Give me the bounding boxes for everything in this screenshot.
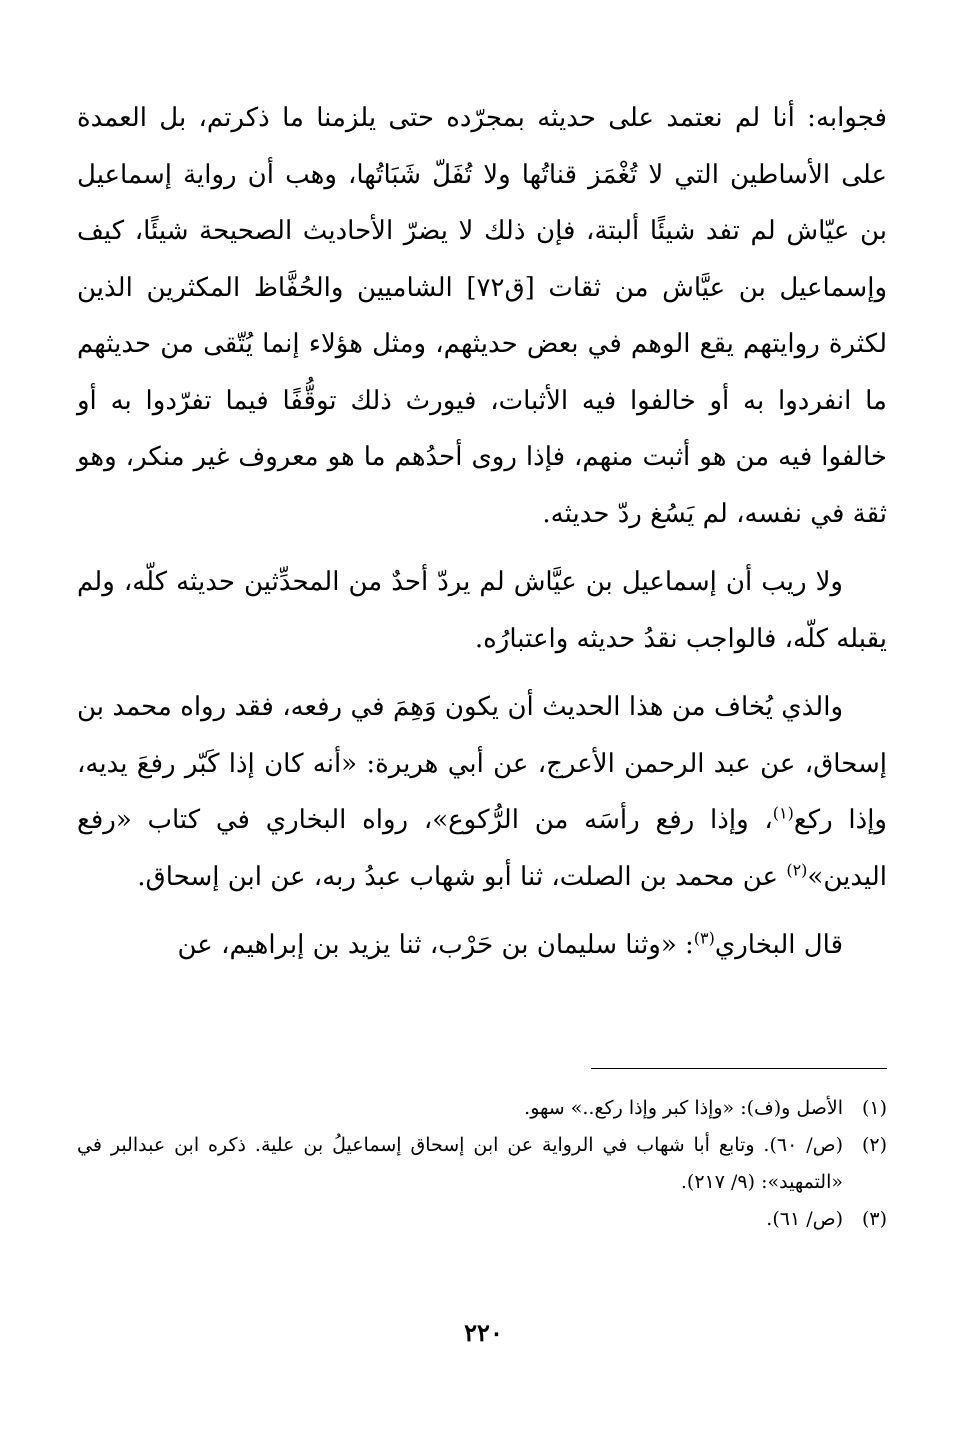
- footnote-ref-2: (٢): [786, 859, 808, 879]
- paragraph-3-text-a: والذي يُخاف من هذا الحديث أن يكون وَهِمَ في رفعه، فقد رواه محمد بن إسحاق، عن عبد الرحمن الأعرج، عن أبي هريرة: «أنه كان إذا كَبّر رفعَ يديه، وإذا ركع: [77, 692, 887, 835]
- footnote-number: (٣): [861, 1208, 887, 1230]
- paragraph-4: [77, 917, 887, 974]
- footnote-text: (ص/ ٦٠). وتابع أبا شهاب في الرواية عن ابن إسحاق إسماعيلُ بن علية. ذكره ابن عبدالبر في «التمهيد»: (٩/ ٢١٧).: [77, 1134, 844, 1193]
- paragraph-3: [77, 679, 887, 905]
- footnote-3: [77, 1201, 887, 1238]
- footnote-text: (ص/ ٦١).: [766, 1208, 843, 1230]
- paragraph-3-text-c: عن محمد بن الصلت، ثنا أبو شهاب عبدُ ربه، عن ابن إسحاق.: [137, 861, 787, 892]
- paragraph-3-text-b: ، وإذا رفع رأسَه من الرُّكوع»، رواه البخاري في كتاب «رفع اليدين»: [77, 805, 887, 892]
- footnote-text: الأصل و(ف): «وإذا كبر وإذا ركع..» سهو.: [524, 1097, 843, 1119]
- footnote-2: [77, 1127, 887, 1201]
- footnote-1: [77, 1090, 887, 1127]
- main-text: [77, 90, 887, 986]
- paragraph-1: فجوابه: أنا لم نعتمد على حديثه بمجرّده حتى يلزمنا ما ذكرتم، بل العمدة على الأساطين التي لا تُغْمَز قناتُها ولا تُفَلّ شَبَاتُها، وهب أن رواية إسماعيل بن عيّاش لم تفد شيئًا ألبتة، فإن ذلك لا يضرّ الأحاديث الصحيحة شيئًا، كيف وإسماعيل بن عيَّاش من ثقات [ق٧٢] الشاميين والحُفَّاظ المكثرين الذين لكثرة روايتهم يقع الوهم في بعض حديثهم، ومثل هؤلاء إنما يُتّقى من حديثهم ما انفردوا به أو خالفوا فيه الأثبات، فيورث ذلك توقُّفًا فيما تفرّدوا به أو خالفوا فيه من هو أثبت منهم، فإذا روى أحدُهم ما هو معروف غير منكر، وهو ثقة في نفسه، لم يَسُغ ردّ حديثه.: [77, 103, 887, 529]
- footnote-ref-3: (٣): [693, 928, 715, 948]
- paragraph-4-text-b: : «وثنا سليمان بن حَرْب، ثنا يزيد بن إبراهيم، عن: [177, 930, 694, 960]
- page-number: ٢٢٠: [464, 1318, 503, 1347]
- footnote-number: (١): [861, 1097, 887, 1119]
- footnote-number: (٢): [861, 1134, 887, 1156]
- paragraph-4-text-a: قال البخاري: [714, 930, 843, 960]
- footnotes: [77, 1090, 887, 1238]
- footnote-divider: [591, 1068, 887, 1069]
- footnote-ref-1: (١): [772, 803, 794, 823]
- paragraph-2: ولا ريب أن إسماعيل بن عيَّاش لم يردّ أحدٌ من المحدِّثين حديثه كلّه، ولم يقبله كلّه، فالواجب نقدُ حديثه واعتبارُه.: [77, 567, 887, 654]
